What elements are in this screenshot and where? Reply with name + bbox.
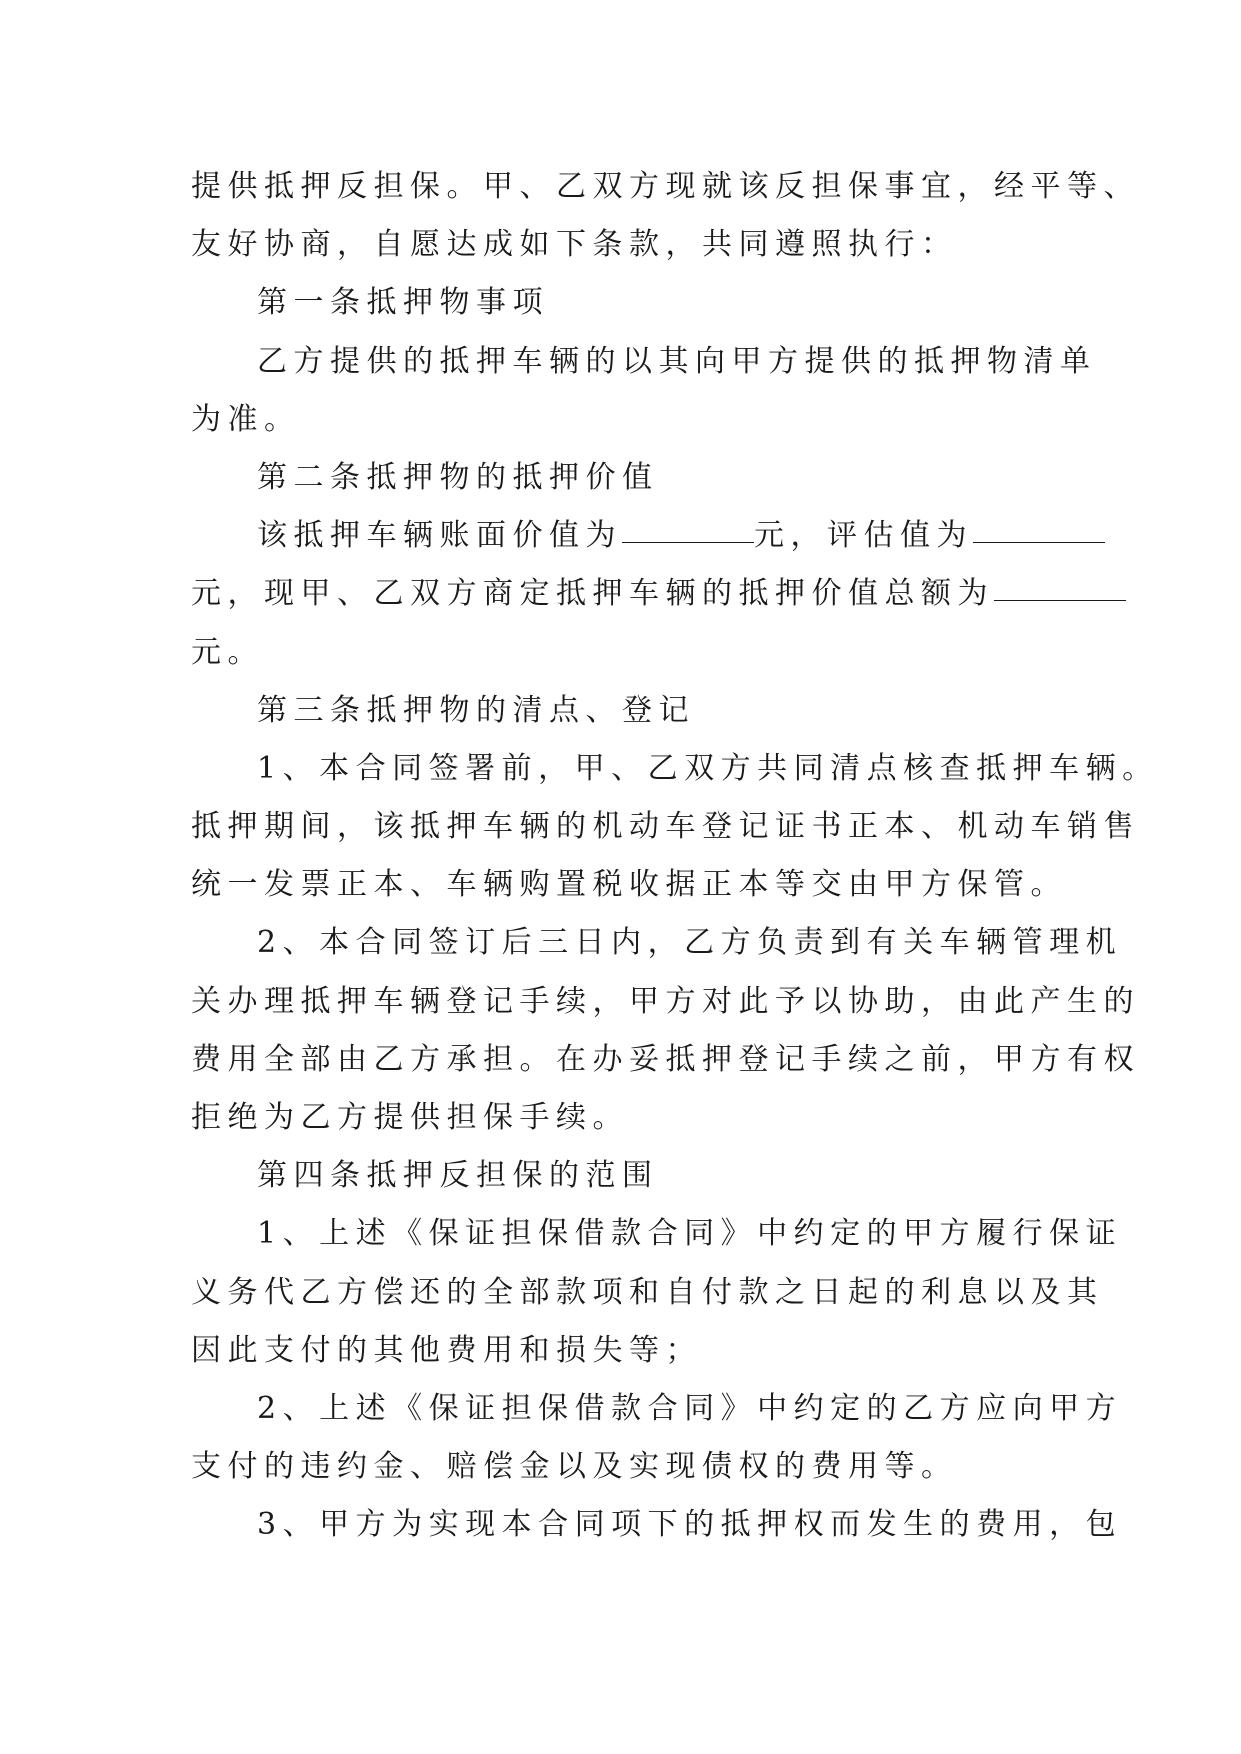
- paragraph-line: 元。: [191, 634, 264, 670]
- article-2-heading: 第二条抵押物的抵押价值: [257, 459, 659, 495]
- total-value-line: [191, 565, 1071, 623]
- paragraph-line: 统一发票正本、车辆购置税收据正本等交由甲方保管。: [191, 867, 1067, 903]
- line-text: 元，现甲、乙双方商定抵押车辆的抵押价值总额为: [191, 576, 994, 612]
- line-text: 元，评估值为: [754, 518, 973, 554]
- appraised-value-blank: [973, 514, 1105, 543]
- paragraph-line: 3、甲方为实现本合同项下的抵押权而发生的费用，包: [257, 1507, 1123, 1543]
- paragraph-line: 2、本合同签订后三日内，乙方负责到有关车辆管理机: [257, 925, 1123, 961]
- article-1-heading: 第一条抵押物事项: [257, 285, 549, 321]
- document-body: [191, 158, 1159, 1555]
- paragraph-line: 义务代乙方偿还的全部款项和自付款之日起的利息以及其: [191, 1274, 1104, 1310]
- paragraph-line: 关办理抵押车辆登记手续，甲方对此予以协助，由此产生的: [191, 983, 1140, 1019]
- paragraph-line: 提供抵押反担保。甲、乙双方现就该反担保事宜，经平等、: [191, 169, 1140, 204]
- paragraph-line: 2、上述《保证担保借款合同》中约定的乙方应向甲方: [257, 1390, 1123, 1426]
- article-3-heading: 第三条抵押物的清点、登记: [257, 692, 695, 728]
- paragraph-line: 1、本合同签署前，甲、乙双方共同清点核查抵押车辆。: [257, 750, 1159, 786]
- book-value-line: [191, 507, 1071, 565]
- paragraph-line: 费用全部由乙方承担。在办妥抵押登记手续之前，甲方有权: [191, 1041, 1140, 1077]
- total-value-blank: [994, 572, 1126, 601]
- line-text: 该抵押车辆账面价值为: [257, 518, 622, 554]
- paragraph-line: 因此支付的其他费用和损失等；: [191, 1332, 702, 1368]
- article-4-heading: 第四条抵押反担保的范围: [257, 1158, 659, 1194]
- paragraph-line: 友好协商，自愿达成如下条款，共同遵照执行：: [191, 227, 958, 263]
- paragraph-line: 乙方提供的抵押车辆的以其向甲方提供的抵押物清单: [257, 343, 1097, 379]
- paragraph-line: 1、上述《保证担保借款合同》中约定的甲方履行保证: [257, 1216, 1123, 1252]
- paragraph-line: 抵押期间，该抵押车辆的机动车登记证书正本、机动车销售: [191, 809, 1140, 845]
- paragraph-line: 拒绝为乙方提供担保手续。: [191, 1100, 629, 1135]
- book-value-blank: [622, 514, 754, 543]
- paragraph-line: 支付的违约金、赔偿金以及实现债权的费用等。: [191, 1449, 958, 1485]
- paragraph-line: 为准。: [191, 401, 301, 437]
